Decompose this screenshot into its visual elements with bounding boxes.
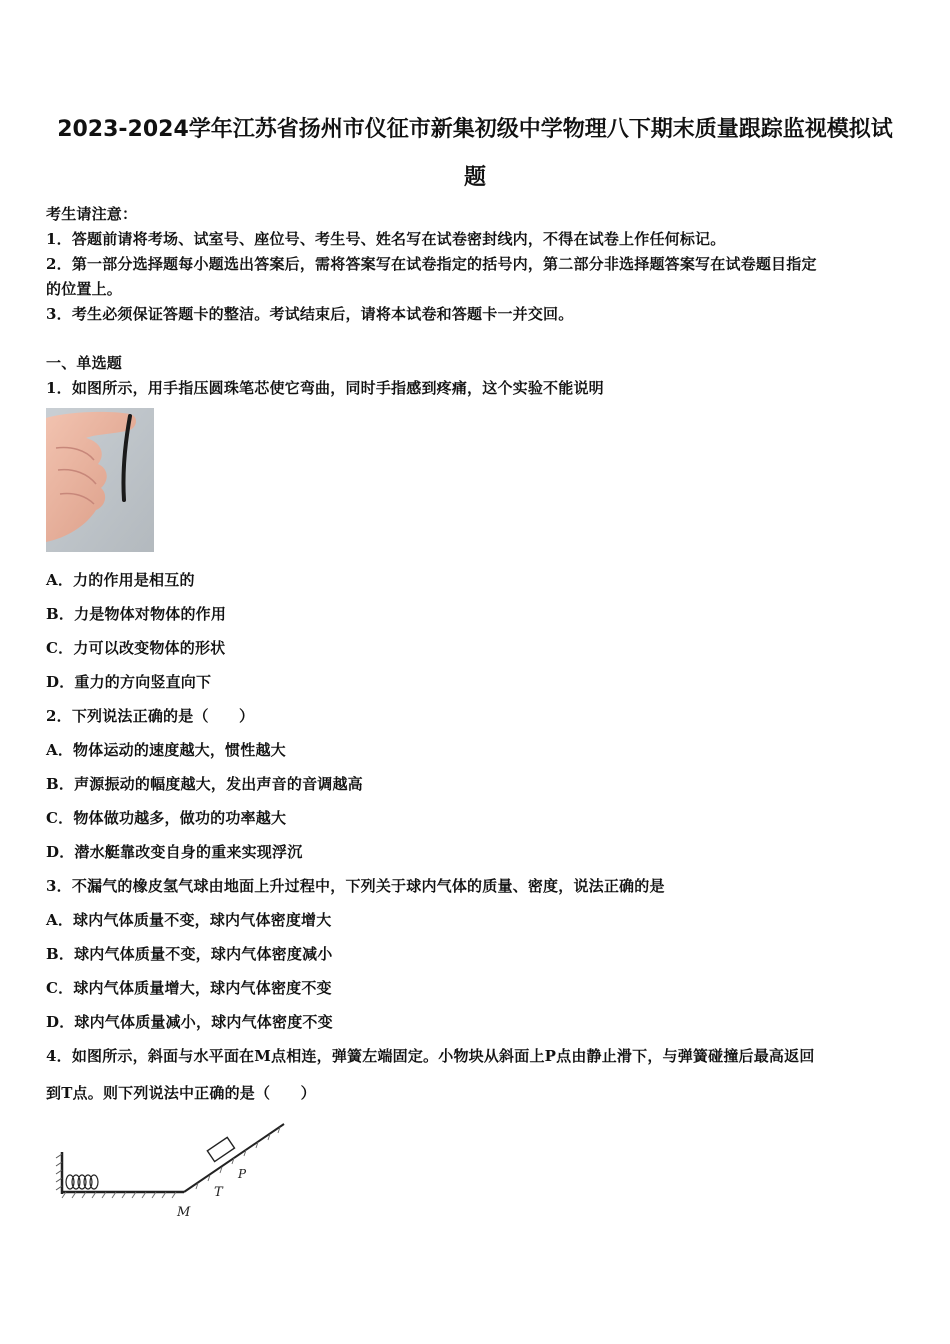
- q3-option-b: B．球内气体质量不变，球内气体密度减小: [46, 945, 333, 963]
- notice-item-2: 2．第一部分选择题每小题选出答案后，需将答案写在试卷指定的括号内，第二部分非选择题答案写在试卷题目指定: [46, 255, 817, 273]
- label-p: P: [238, 1167, 247, 1181]
- spring: [66, 1175, 98, 1189]
- notice-item-2-cont: 的位置上。: [46, 280, 123, 298]
- exam-title-line-1: 2023-2024学年江苏省扬州市仪征市新集初级中学物理八下期末质量跟踪监视模拟试: [57, 117, 893, 142]
- exam-title-line-2: 题: [463, 165, 486, 190]
- notice-heading: 考生请注意：: [46, 205, 138, 223]
- sliding-block: [207, 1137, 234, 1161]
- q3-stem: 3．不漏气的橡皮氢气球由地面上升过程中，下列关于球内气体的质量、密度，说法正确的是: [46, 877, 665, 895]
- q2-stem: 2．下列说法正确的是（ ）: [46, 707, 255, 725]
- q1-stem: 1．如图所示，用手指压圆珠笔芯使它弯曲，同时手指感到疼痛，这个实验不能说明: [46, 379, 604, 397]
- label-t: T: [214, 1185, 223, 1200]
- section-heading: 一、单选题: [46, 354, 123, 372]
- q3-option-a: A．球内气体质量不变，球内气体密度增大: [46, 911, 332, 929]
- q4-stem-line-1: 4．如图所示，斜面与水平面在M点相连，弹簧左端固定。小物块从斜面上P点由静止滑下，与弹簧碰撞后最高返回: [46, 1047, 815, 1065]
- q2-option-d: D．潜水艇靠改变自身的重来实现浮沉: [46, 843, 303, 861]
- label-m: M: [177, 1205, 191, 1220]
- q4-stem-line-2: 到T点。则下列说法中正确的是（ ）: [46, 1084, 316, 1102]
- q1-option-b: B．力是物体对物体的作用: [46, 605, 227, 623]
- q3-option-c: C．球内气体质量增大，球内气体密度不变: [46, 979, 332, 997]
- q2-option-a: A．物体运动的速度越大，惯性越大: [46, 741, 286, 759]
- q3-option-d: D．球内气体质量减小，球内气体密度不变: [46, 1013, 333, 1031]
- q1-option-c: C．力可以改变物体的形状: [46, 639, 226, 657]
- q2-option-b: B．声源振动的幅度越大，发出声音的音调越高: [46, 775, 363, 793]
- notice-item-3: 3．考生必须保证答题卡的整洁。考试结束后，请将本试卷和答题卡一并交回。: [46, 305, 574, 323]
- notice-item-1: 1．答题前请将考场、试室号、座位号、考生号、姓名写在试卷密封线内，不得在试卷上作任何标记。: [46, 230, 726, 248]
- q1-option-d: D．重力的方向竖直向下: [46, 673, 212, 691]
- q1-option-a: A．力的作用是相互的: [46, 571, 195, 589]
- finger-pressing-pen-refill-photo: [46, 408, 154, 552]
- q2-option-c: C．物体做功越多，做功的功率越大: [46, 809, 287, 827]
- incline-spring-diagram: [48, 1118, 298, 1224]
